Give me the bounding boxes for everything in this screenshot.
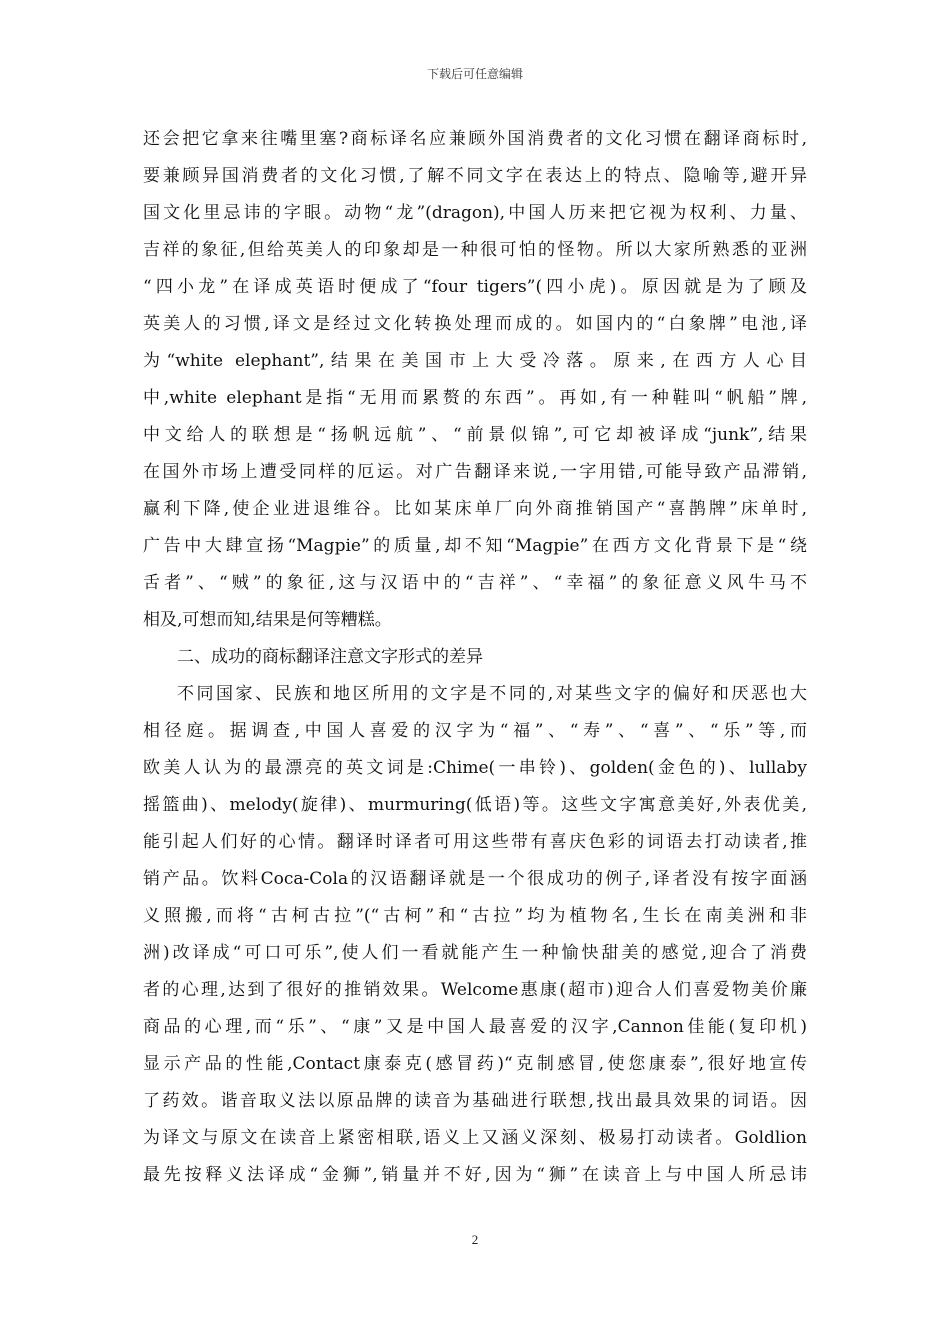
section-heading: 二、成功的商标翻译注意文字形式的差异 xyxy=(177,647,483,667)
text-line: 相及,可想而知,结果是何等糟糕。 xyxy=(143,610,392,630)
text-line: 国文化里忌讳的字眼。动物“龙”(dragon),中国人历来把它视为权利、力量、 xyxy=(143,203,807,223)
text-line: 欧美人认为的最漂亮的英文词是:Chime(一串铃)、golden(金色的)、lullaby xyxy=(143,758,807,778)
text-line: 广告中大肆宣扬“Magpie”的质量,却不知“Magpie”在西方文化背景下是“绕 xyxy=(143,536,807,556)
text-line: 中文给人的联想是“扬帆远航”、“前景似锦”,可它却被译成“junk”,结果 xyxy=(143,425,807,445)
text-line: 英美人的习惯,译文是经过文化转换处理而成的。如国内的“白象牌”电池,译 xyxy=(143,314,807,334)
text-line: 还会把它拿来往嘴里塞?商标译名应兼顾外国消费者的文化习惯在翻译商标时, xyxy=(143,129,807,149)
page-number: 2 xyxy=(471,1232,479,1247)
text-line: 舌者”、“贼”的象征,这与汉语中的“吉祥”、“幸福”的象征意义风牛马不 xyxy=(143,573,807,593)
text-line: 显示产品的性能,Contact康泰克(感冒药)“克制感冒,使您康泰”,很好地宣传 xyxy=(143,1054,807,1074)
text-line: 了药效。谐音取义法以原品牌的读音为基础进行联想,找出最具效果的词语。因 xyxy=(143,1091,807,1111)
text-line: 相径庭。据调查,中国人喜爱的汉字为“福”、“寿”、“喜”、“乐”等,而 xyxy=(143,721,807,741)
text-line: 为“white elephant”,结果在美国市上大受冷落。原来,在西方人心目 xyxy=(143,351,807,371)
text-line: 摇篮曲)、melody(旋律)、murmuring(低语)等。这些文字寓意美好,外表优美, xyxy=(143,795,807,815)
text-line: 义照搬,而将“古柯古拉”(“古柯”和“古拉”均为植物名,生长在南美洲和非 xyxy=(143,906,807,926)
text-line: 吉祥的象征,但给英美人的印象却是一种很可怕的怪物。所以大家所熟悉的亚洲 xyxy=(143,240,807,260)
text-line: 中,white elephant是指“无用而累赘的东西”。再如,有一种鞋叫“帆船”牌, xyxy=(143,388,807,408)
text-line: 洲)改译成“可口可乐”,使人们一看就能产生一种愉快甜美的感觉,迎合了消费 xyxy=(143,943,807,963)
text-line: 者的心理,达到了很好的推销效果。Welcome惠康(超市)迎合人们喜爱物美价廉 xyxy=(143,980,807,1000)
text-line: 为译文与原文在读音上紧密相联,语义上又涵义深刻、极易打动读者。Goldlion xyxy=(143,1128,807,1148)
text-line: 最先按释义法译成“金狮”,销量并不好,因为“狮”在读音上与中国人所忌讳 xyxy=(143,1165,807,1185)
text-line: “四小龙”在译成英语时便成了“four tigers”(四小虎)。原因就是为了顾及 xyxy=(143,277,807,297)
text-line: 销产品。饮料Coca-Cola的汉语翻译就是一个很成功的例子,译者没有按字面涵 xyxy=(143,869,807,889)
page-header: 下载后可任意编辑 xyxy=(426,67,523,81)
text-line: 要兼顾异国消费者的文化习惯,了解不同文字在表达上的特点、隐喻等,避开异 xyxy=(143,166,807,186)
text-line: 商品的心理,而“乐”、“康”又是中国人最喜爱的汉字,Cannon佳能(复印机) xyxy=(143,1017,807,1037)
text-line: 在国外市场上遭受同样的厄运。对广告翻译来说,一字用错,可能导致产品滞销, xyxy=(143,462,807,482)
text-line: 赢利下降,使企业进退维谷。比如某床单厂向外商推销国产“喜鹊牌”床单时, xyxy=(143,499,807,519)
document-body xyxy=(143,121,807,1194)
text-line: 能引起人们好的心情。翻译时译者可用这些带有喜庆色彩的词语去打动读者,推 xyxy=(143,832,807,852)
text-line: 不同国家、民族和地区所用的文字是不同的,对某些文字的偏好和厌恶也大 xyxy=(177,684,807,704)
